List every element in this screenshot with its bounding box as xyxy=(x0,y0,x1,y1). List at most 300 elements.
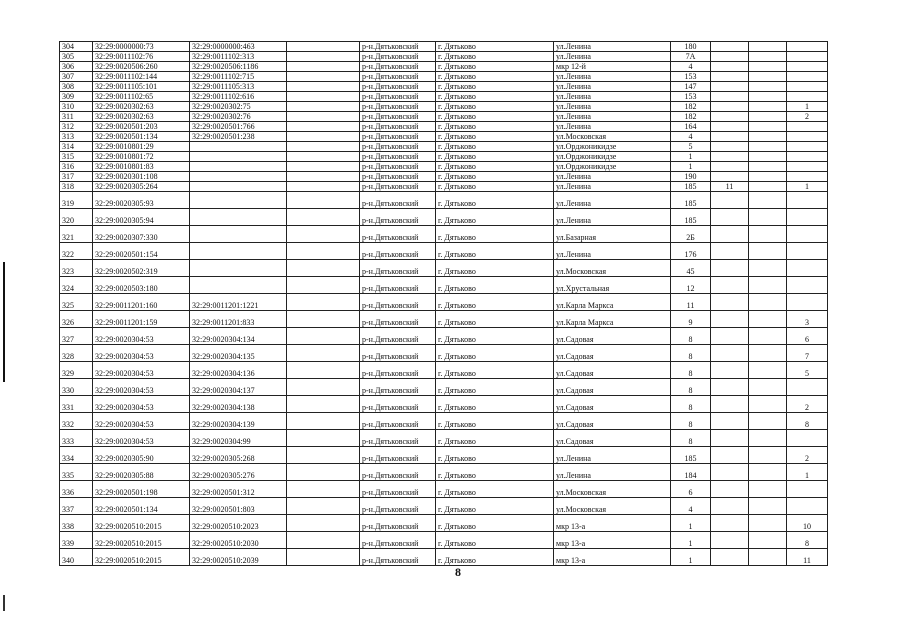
street: ул.Ленина xyxy=(554,172,671,182)
city: г. Дятьково xyxy=(436,243,554,260)
street: мкр 13-а xyxy=(554,532,671,549)
empty-cell xyxy=(287,549,360,566)
object-number xyxy=(190,192,287,209)
object-number: 32:29:0011102:616 xyxy=(190,92,287,102)
extra-cell-b xyxy=(749,62,787,72)
house-number: 45 xyxy=(671,260,711,277)
object-number: 32:29:0020501:766 xyxy=(190,122,287,132)
extra-cell-a xyxy=(711,294,749,311)
object-number: 32:29:0020302:76 xyxy=(190,112,287,122)
apartment-number: 10 xyxy=(787,515,828,532)
table-row xyxy=(60,243,828,260)
house-number: 182 xyxy=(671,102,711,112)
cadastral-number: 32:29:0011102:65 xyxy=(93,92,190,102)
cadastral-number: 32:29:0020305:90 xyxy=(93,447,190,464)
apartment-number: 8 xyxy=(787,413,828,430)
house-number: 7А xyxy=(671,52,711,62)
apartment-number xyxy=(787,260,828,277)
empty-cell xyxy=(287,112,360,122)
empty-cell xyxy=(287,464,360,481)
house-number: 4 xyxy=(671,498,711,515)
city: г. Дятьково xyxy=(436,132,554,142)
street: ул.Садовая xyxy=(554,328,671,345)
extra-cell-a xyxy=(711,152,749,162)
table-row xyxy=(60,152,828,162)
apartment-number xyxy=(787,243,828,260)
cadastral-number: 32:29:0020305:93 xyxy=(93,192,190,209)
empty-cell xyxy=(287,260,360,277)
extra-cell-a xyxy=(711,498,749,515)
extra-cell-a xyxy=(711,142,749,152)
row-number: 312 xyxy=(60,122,93,132)
street: ул.Базарная xyxy=(554,226,671,243)
table-row xyxy=(60,430,828,447)
extra-cell-a xyxy=(711,464,749,481)
cadastral-number: 32:29:0020304:53 xyxy=(93,362,190,379)
table-row xyxy=(60,102,828,112)
apartment-number xyxy=(787,92,828,102)
table-row xyxy=(60,396,828,413)
cadastral-number: 32:29:0020307:330 xyxy=(93,226,190,243)
street: мкр 13-а xyxy=(554,515,671,532)
scan-edge-mark-lower xyxy=(3,595,5,611)
apartment-number: 2 xyxy=(787,447,828,464)
house-number: 185 xyxy=(671,182,711,192)
extra-cell-b xyxy=(749,413,787,430)
extra-cell-a xyxy=(711,515,749,532)
extra-cell-b xyxy=(749,396,787,413)
house-number: 8 xyxy=(671,430,711,447)
street: ул.Садовая xyxy=(554,362,671,379)
city: г. Дятьково xyxy=(436,396,554,413)
street: мкр 13-а xyxy=(554,549,671,566)
extra-cell-b xyxy=(749,52,787,62)
city: г. Дятьково xyxy=(436,52,554,62)
district: р-н.Дятьковский xyxy=(360,172,436,182)
table-row xyxy=(60,294,828,311)
object-number: 32:29:0020506:1186 xyxy=(190,62,287,72)
house-number: 182 xyxy=(671,112,711,122)
district: р-н.Дятьковский xyxy=(360,52,436,62)
table-row xyxy=(60,481,828,498)
house-number: 2Б xyxy=(671,226,711,243)
row-number: 339 xyxy=(60,532,93,549)
extra-cell-b xyxy=(749,532,787,549)
cadastral-number: 32:29:0020503:180 xyxy=(93,277,190,294)
apartment-number xyxy=(787,226,828,243)
apartment-number xyxy=(787,132,828,142)
empty-cell xyxy=(287,413,360,430)
table-row xyxy=(60,362,828,379)
house-number: 1 xyxy=(671,515,711,532)
row-number: 309 xyxy=(60,92,93,102)
object-number: 32:29:0020510:2023 xyxy=(190,515,287,532)
cadastral-number: 32:29:0011105:101 xyxy=(93,82,190,92)
district: р-н.Дятьковский xyxy=(360,396,436,413)
extra-cell-a xyxy=(711,532,749,549)
district: р-н.Дятьковский xyxy=(360,132,436,142)
city: г. Дятьково xyxy=(436,549,554,566)
empty-cell xyxy=(287,162,360,172)
extra-cell-a xyxy=(711,549,749,566)
apartment-number: 6 xyxy=(787,328,828,345)
house-number: 8 xyxy=(671,328,711,345)
street: ул.Ленина xyxy=(554,464,671,481)
district: р-н.Дятьковский xyxy=(360,549,436,566)
extra-cell-b xyxy=(749,172,787,182)
district: р-н.Дятьковский xyxy=(360,82,436,92)
city: г. Дятьково xyxy=(436,209,554,226)
cadastral-number: 32:29:0020506:260 xyxy=(93,62,190,72)
empty-cell xyxy=(287,379,360,396)
extra-cell-b xyxy=(749,102,787,112)
cadastral-number: 32:29:0011201:159 xyxy=(93,311,190,328)
extra-cell-b xyxy=(749,260,787,277)
object-number xyxy=(190,162,287,172)
table-row xyxy=(60,311,828,328)
table-row xyxy=(60,209,828,226)
district: р-н.Дятьковский xyxy=(360,260,436,277)
empty-cell xyxy=(287,532,360,549)
extra-cell-a xyxy=(711,362,749,379)
object-number xyxy=(190,152,287,162)
house-number: 153 xyxy=(671,72,711,82)
street: ул.Садовая xyxy=(554,413,671,430)
cadastral-number: 32:29:0020501:154 xyxy=(93,243,190,260)
extra-cell-b xyxy=(749,311,787,328)
row-number: 327 xyxy=(60,328,93,345)
empty-cell xyxy=(287,132,360,142)
district: р-н.Дятьковский xyxy=(360,379,436,396)
table-row xyxy=(60,112,828,122)
extra-cell-a xyxy=(711,328,749,345)
city: г. Дятьково xyxy=(436,515,554,532)
house-number: 164 xyxy=(671,122,711,132)
district: р-н.Дятьковский xyxy=(360,209,436,226)
district: р-н.Дятьковский xyxy=(360,142,436,152)
extra-cell-a xyxy=(711,345,749,362)
empty-cell xyxy=(287,152,360,162)
empty-cell xyxy=(287,102,360,112)
cadastral-number: 32:29:0011102:76 xyxy=(93,52,190,62)
street: ул.Ленина xyxy=(554,82,671,92)
extra-cell-b xyxy=(749,430,787,447)
table-row xyxy=(60,447,828,464)
empty-cell xyxy=(287,226,360,243)
extra-cell-b xyxy=(749,142,787,152)
cadastral-number: 32:29:0011102:144 xyxy=(93,72,190,82)
extra-cell-a xyxy=(711,413,749,430)
row-number: 331 xyxy=(60,396,93,413)
row-number: 340 xyxy=(60,549,93,566)
cadastral-number: 32:29:0020302:63 xyxy=(93,102,190,112)
city: г. Дятьково xyxy=(436,294,554,311)
district: р-н.Дятьковский xyxy=(360,277,436,294)
apartment-number xyxy=(787,142,828,152)
table-row xyxy=(60,42,828,52)
apartment-number: 2 xyxy=(787,396,828,413)
district: р-н.Дятьковский xyxy=(360,430,436,447)
house-number: 185 xyxy=(671,209,711,226)
cadastral-number: 32:29:0020501:134 xyxy=(93,132,190,142)
city: г. Дятьково xyxy=(436,112,554,122)
extra-cell-b xyxy=(749,42,787,52)
cadastral-number: 32:29:0020302:63 xyxy=(93,112,190,122)
row-number: 330 xyxy=(60,379,93,396)
district: р-н.Дятьковский xyxy=(360,464,436,481)
extra-cell-a xyxy=(711,481,749,498)
district: р-н.Дятьковский xyxy=(360,122,436,132)
empty-cell xyxy=(287,122,360,132)
district: р-н.Дятьковский xyxy=(360,162,436,172)
object-number xyxy=(190,182,287,192)
table-row xyxy=(60,498,828,515)
object-number: 32:29:0020510:2030 xyxy=(190,532,287,549)
row-number: 318 xyxy=(60,182,93,192)
extra-cell-a xyxy=(711,311,749,328)
table-row xyxy=(60,260,828,277)
extra-cell-b xyxy=(749,122,787,132)
row-number: 321 xyxy=(60,226,93,243)
table-body xyxy=(60,42,828,566)
empty-cell xyxy=(287,362,360,379)
extra-cell-b xyxy=(749,92,787,102)
cadastral-number: 32:29:0020510:2015 xyxy=(93,532,190,549)
row-number: 322 xyxy=(60,243,93,260)
empty-cell xyxy=(287,396,360,413)
district: р-н.Дятьковский xyxy=(360,226,436,243)
house-number: 185 xyxy=(671,192,711,209)
city: г. Дятьково xyxy=(436,192,554,209)
extra-cell-b xyxy=(749,132,787,142)
house-number: 8 xyxy=(671,413,711,430)
street: ул.Ленина xyxy=(554,52,671,62)
extra-cell-b xyxy=(749,277,787,294)
city: г. Дятьково xyxy=(436,379,554,396)
table-row xyxy=(60,515,828,532)
row-number: 325 xyxy=(60,294,93,311)
house-number: 190 xyxy=(671,172,711,182)
city: г. Дятьково xyxy=(436,122,554,132)
cadastral-number: 32:29:0020501:198 xyxy=(93,481,190,498)
table-row xyxy=(60,379,828,396)
district: р-н.Дятьковский xyxy=(360,243,436,260)
extra-cell-a xyxy=(711,162,749,172)
row-number: 316 xyxy=(60,162,93,172)
street: ул.Московская xyxy=(554,481,671,498)
apartment-number xyxy=(787,192,828,209)
city: г. Дятьково xyxy=(436,362,554,379)
city: г. Дятьково xyxy=(436,464,554,481)
extra-cell-b xyxy=(749,226,787,243)
empty-cell xyxy=(287,142,360,152)
house-number: 4 xyxy=(671,132,711,142)
cadastral-number: 32:29:0020510:2015 xyxy=(93,549,190,566)
cadastral-number: 32:29:0010801:72 xyxy=(93,152,190,162)
row-number: 337 xyxy=(60,498,93,515)
extra-cell-a xyxy=(711,52,749,62)
city: г. Дятьково xyxy=(436,42,554,52)
district: р-н.Дятьковский xyxy=(360,413,436,430)
city: г. Дятьково xyxy=(436,172,554,182)
street: ул.Ленина xyxy=(554,209,671,226)
object-number: 32:29:0011102:715 xyxy=(190,72,287,82)
extra-cell-a xyxy=(711,112,749,122)
extra-cell-a xyxy=(711,447,749,464)
empty-cell xyxy=(287,72,360,82)
house-number: 8 xyxy=(671,362,711,379)
empty-cell xyxy=(287,515,360,532)
cadastral-number: 32:29:0020305:88 xyxy=(93,464,190,481)
cadastral-number: 32:29:0010801:83 xyxy=(93,162,190,172)
extra-cell-a xyxy=(711,122,749,132)
street: ул.Карла Маркса xyxy=(554,311,671,328)
object-number xyxy=(190,243,287,260)
cadastral-number: 32:29:0020501:203 xyxy=(93,122,190,132)
table-row xyxy=(60,277,828,294)
row-number: 313 xyxy=(60,132,93,142)
street: ул.Московская xyxy=(554,498,671,515)
house-number: 6 xyxy=(671,481,711,498)
street: ул.Садовая xyxy=(554,430,671,447)
city: г. Дятьково xyxy=(436,102,554,112)
district: р-н.Дятьковский xyxy=(360,311,436,328)
table-row xyxy=(60,549,828,566)
district: р-н.Дятьковский xyxy=(360,345,436,362)
district: р-н.Дятьковский xyxy=(360,294,436,311)
extra-cell-a xyxy=(711,192,749,209)
apartment-number: 1 xyxy=(787,182,828,192)
row-number: 320 xyxy=(60,209,93,226)
house-number: 1 xyxy=(671,532,711,549)
row-number: 326 xyxy=(60,311,93,328)
row-number: 334 xyxy=(60,447,93,464)
empty-cell xyxy=(287,328,360,345)
cadastral-number: 32:29:0010801:29 xyxy=(93,142,190,152)
extra-cell-a xyxy=(711,42,749,52)
table-row xyxy=(60,192,828,209)
empty-cell xyxy=(287,447,360,464)
row-number: 305 xyxy=(60,52,93,62)
object-number: 32:29:0011201:1221 xyxy=(190,294,287,311)
apartment-number xyxy=(787,379,828,396)
row-number: 306 xyxy=(60,62,93,72)
empty-cell xyxy=(287,498,360,515)
row-number: 324 xyxy=(60,277,93,294)
object-number xyxy=(190,226,287,243)
table-row xyxy=(60,464,828,481)
table-row xyxy=(60,413,828,430)
row-number: 338 xyxy=(60,515,93,532)
extra-cell-a xyxy=(711,379,749,396)
empty-cell xyxy=(287,92,360,102)
property-register-table xyxy=(59,41,828,566)
street: ул.Ленина xyxy=(554,192,671,209)
apartment-number: 7 xyxy=(787,345,828,362)
city: г. Дятьково xyxy=(436,92,554,102)
row-number: 304 xyxy=(60,42,93,52)
house-number: 153 xyxy=(671,92,711,102)
empty-cell xyxy=(287,430,360,447)
extra-cell-b xyxy=(749,209,787,226)
street: мкр 12-й xyxy=(554,62,671,72)
district: р-н.Дятьковский xyxy=(360,362,436,379)
extra-cell-b xyxy=(749,447,787,464)
street: ул.Ленина xyxy=(554,42,671,52)
apartment-number: 2 xyxy=(787,112,828,122)
table-row xyxy=(60,62,828,72)
apartment-number xyxy=(787,162,828,172)
table-row xyxy=(60,328,828,345)
house-number: 8 xyxy=(671,345,711,362)
district: р-н.Дятьковский xyxy=(360,152,436,162)
extra-cell-a xyxy=(711,430,749,447)
extra-cell-b xyxy=(749,498,787,515)
extra-cell-b xyxy=(749,515,787,532)
district: р-н.Дятьковский xyxy=(360,72,436,82)
empty-cell xyxy=(287,192,360,209)
street: ул.Ленина xyxy=(554,112,671,122)
house-number: 8 xyxy=(671,396,711,413)
district: р-н.Дятьковский xyxy=(360,498,436,515)
object-number xyxy=(190,209,287,226)
table-row xyxy=(60,182,828,192)
row-number: 315 xyxy=(60,152,93,162)
district: р-н.Дятьковский xyxy=(360,112,436,122)
empty-cell xyxy=(287,277,360,294)
object-number: 32:29:0020501:312 xyxy=(190,481,287,498)
district: р-н.Дятьковский xyxy=(360,447,436,464)
table-row xyxy=(60,122,828,132)
object-number: 32:29:0020304:99 xyxy=(190,430,287,447)
district: р-н.Дятьковский xyxy=(360,328,436,345)
row-number: 336 xyxy=(60,481,93,498)
object-number: 32:29:0020304:137 xyxy=(190,379,287,396)
object-number: 32:29:0011102:313 xyxy=(190,52,287,62)
cadastral-number: 32:29:0020510:2015 xyxy=(93,515,190,532)
district: р-н.Дятьковский xyxy=(360,92,436,102)
table-row xyxy=(60,52,828,62)
table-row xyxy=(60,132,828,142)
cadastral-number: 32:29:0020502:319 xyxy=(93,260,190,277)
street: ул.Орджоникидзе xyxy=(554,152,671,162)
extra-cell-b xyxy=(749,464,787,481)
extra-cell-a xyxy=(711,92,749,102)
apartment-number xyxy=(787,62,828,72)
city: г. Дятьково xyxy=(436,152,554,162)
street: ул.Ленина xyxy=(554,122,671,132)
page-number: 8 xyxy=(455,565,461,579)
extra-cell-b xyxy=(749,152,787,162)
apartment-number xyxy=(787,72,828,82)
object-number: 32:29:0020510:2039 xyxy=(190,549,287,566)
apartment-number xyxy=(787,481,828,498)
extra-cell-a xyxy=(711,226,749,243)
district: р-н.Дятьковский xyxy=(360,481,436,498)
extra-cell-a xyxy=(711,209,749,226)
apartment-number: 1 xyxy=(787,464,828,481)
house-number: 9 xyxy=(671,311,711,328)
district: р-н.Дятьковский xyxy=(360,515,436,532)
house-number: 185 xyxy=(671,447,711,464)
street: ул.Садовая xyxy=(554,379,671,396)
apartment-number: 1 xyxy=(787,102,828,112)
apartment-number: 3 xyxy=(787,311,828,328)
object-number: 32:29:0020304:134 xyxy=(190,328,287,345)
scan-edge-mark xyxy=(3,262,5,382)
apartment-number xyxy=(787,498,828,515)
apartment-number xyxy=(787,122,828,132)
